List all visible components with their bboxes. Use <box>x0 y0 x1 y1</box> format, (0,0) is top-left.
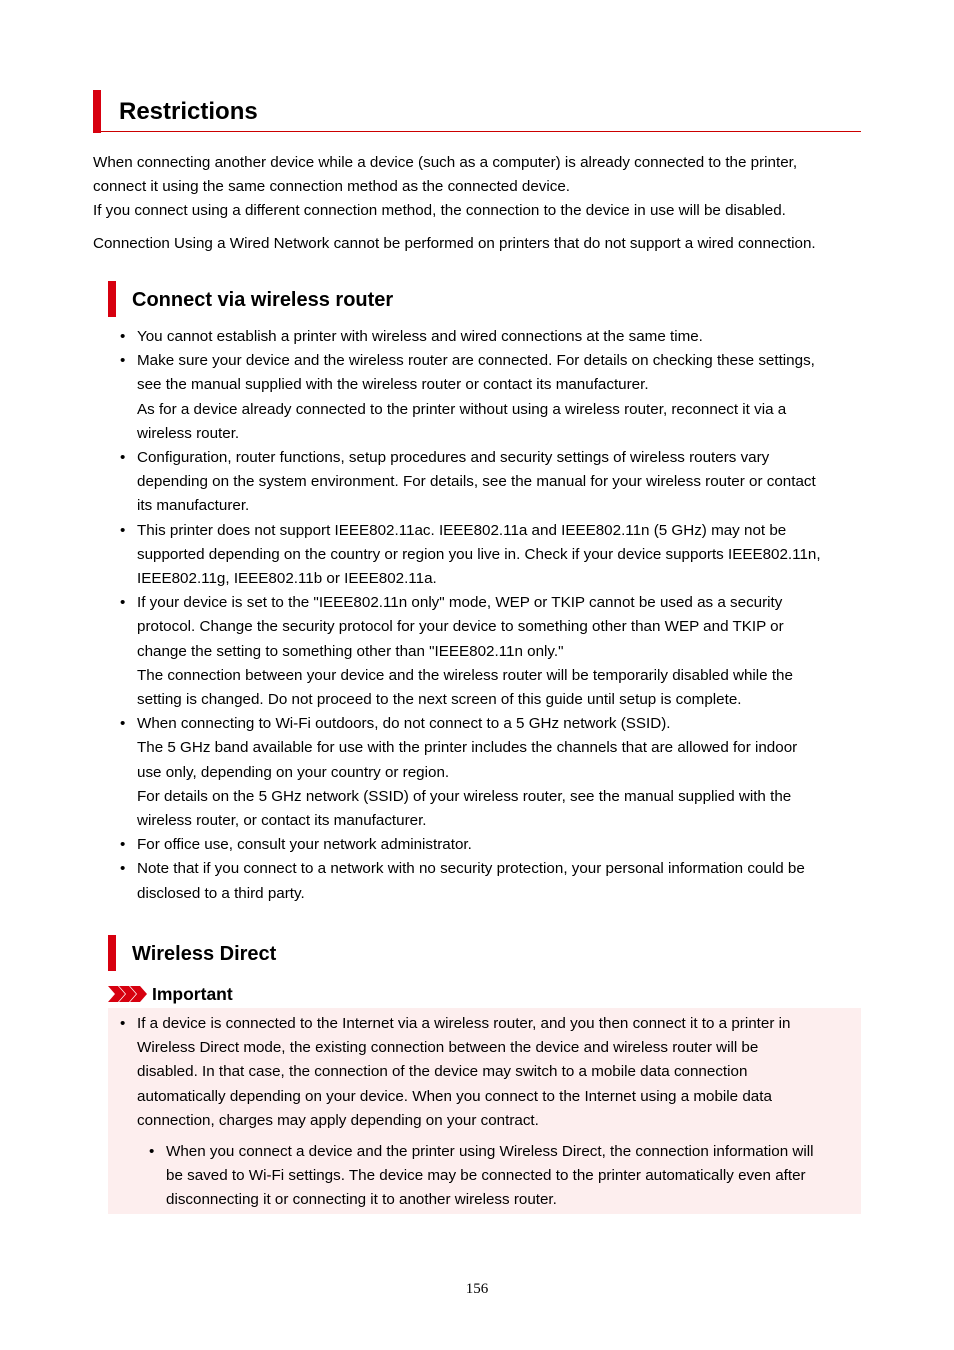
list-item-text: disabled. In that case, the connection of the device may switch to a mobile data connection <box>137 1063 748 1081</box>
intro-line: connect it using the same connection method as the connected device. <box>93 178 571 196</box>
subsection-title: Connect via wireless router <box>132 289 394 311</box>
list-item-text: You cannot establish a printer with wireless and wired connections at the same time. <box>137 328 703 345</box>
list-item-text: For office use, consult your network administrator. <box>137 836 472 854</box>
list-item-text: For details on the 5 GHz network (SSID) of your wireless router, see the manual supplied with the <box>137 787 792 805</box>
list-item <box>149 1140 857 1213</box>
subsection-heading-router <box>108 281 861 317</box>
important-list <box>120 1012 855 1133</box>
heading-accent-bar <box>108 281 116 317</box>
list-item <box>120 712 862 833</box>
list-item-text: Configuration, router functions, setup procedures and security settings of wireless routers vary <box>137 449 770 467</box>
section-heading-restrictions <box>93 90 861 132</box>
list-item <box>120 349 862 446</box>
intro-line: If you connect using a different connection method, the connection to the device in use will be disabled. <box>93 202 786 220</box>
list-item-text: automatically depending on your device. When you connect to the Internet using a mobile data <box>137 1087 772 1105</box>
list-item <box>120 446 862 519</box>
bullet-marker: • <box>120 1015 126 1032</box>
list-item <box>120 519 862 592</box>
list-item-text: Note that if you connect to a network with no security protection, your personal information could be <box>137 860 805 878</box>
bullet-marker: • <box>120 328 126 345</box>
list-item-text: depending on the system environment. For details, see the manual for your wireless router or contact <box>137 473 816 491</box>
list-item-text: change the setting to something other than "IEEE802.11n only." <box>137 642 564 660</box>
list-item-text: Wireless Direct mode, the existing connection between the device and wireless router will be <box>137 1039 759 1057</box>
bullet-marker: • <box>120 715 126 733</box>
list-item-text: IEEE802.11g, IEEE802.11b or IEEE802.11a. <box>137 570 437 588</box>
bullet-marker: • <box>120 836 126 854</box>
subsection-heading-wireless-direct <box>108 935 861 971</box>
list-item-text: This printer does not support IEEE802.11ac. IEEE802.11a and IEEE802.11n (5 GHz) may not be <box>137 521 787 539</box>
list-item <box>120 325 862 349</box>
bullet-marker: • <box>120 352 126 370</box>
important-label <box>108 982 408 1006</box>
list-item-text: The 5 GHz band available for use with the printer includes the channels that are allowed for indoor <box>137 739 798 757</box>
list-item-text: connection, charges may apply depending on your contract. <box>137 1111 539 1129</box>
intro-paragraph-1 <box>93 151 863 224</box>
bullet-marker: • <box>120 521 126 539</box>
list-item-text: The connection between your device and the wireless router will be temporarily disabled while the <box>137 666 793 684</box>
intro-paragraph-2: Connection Using a Wired Network cannot be performed on printers that do not support a wired connection. <box>93 235 816 252</box>
important-sub-list <box>149 1140 857 1213</box>
list-item-text: When connecting to Wi-Fi outdoors, do not connect to a 5 GHz network (SSID). <box>137 715 671 733</box>
list-item-text: disclosed to a third party. <box>137 884 305 902</box>
list-item-text: be saved to Wi-Fi settings. The device may be connected to the printer automatically even after <box>166 1167 806 1185</box>
list-item-text: wireless router, or contact its manufacturer. <box>137 812 427 830</box>
router-restrictions-list <box>120 325 862 906</box>
list-item <box>120 591 862 712</box>
list-item <box>120 1012 855 1133</box>
list-item-text: see the manual supplied with the wireless router or contact its manufacturer. <box>137 376 649 394</box>
list-item-text: supported depending on the country or region you live in. Check if your device supports IEEE802.11n, <box>137 545 821 563</box>
bullet-marker: • <box>120 594 126 612</box>
important-box <box>108 1008 861 1214</box>
subsection-title: Wireless Direct <box>132 943 277 965</box>
list-item-text: use only, depending on your country or region. <box>137 763 450 781</box>
bullet-marker: • <box>120 449 126 467</box>
list-item-text: If a device is connected to the Internet via a wireless router, and you then connect it to a printer in <box>137 1015 791 1032</box>
important-arrows-icon <box>108 986 148 1002</box>
list-item-text: disconnecting it or connecting it to another wireless router. <box>166 1191 557 1209</box>
list-item-text: protocol. Change the security protocol for your device to something other than WEP and TKIP or <box>137 618 784 636</box>
list-item <box>120 833 862 857</box>
list-item-text: its manufacturer. <box>137 497 250 515</box>
list-item-text: Make sure your device and the wireless router are connected. For details on checking these settings, <box>137 352 815 370</box>
list-item-text: If your device is set to the "IEEE802.11n only" mode, WEP or TKIP cannot be used as a security <box>137 594 783 612</box>
list-item-text: wireless router. <box>137 424 240 442</box>
list-item-text: setting is changed. Do not proceed to the next screen of this guide until setup is complete. <box>137 691 742 709</box>
intro-line: When connecting another device while a device (such as a computer) is already connected to the printer, <box>93 154 798 171</box>
page-number: 156 <box>465 1281 489 1297</box>
heading-accent-bar <box>108 935 116 971</box>
important-title: Important <box>152 984 233 1004</box>
list-item-text: As for a device already connected to the printer without using a wireless router, reconnect it via a <box>137 400 787 418</box>
bullet-marker: • <box>120 860 126 878</box>
list-item <box>120 857 862 905</box>
bullet-marker: • <box>149 1143 155 1160</box>
list-item-text: When you connect a device and the printer using Wireless Direct, the connection information will <box>166 1143 814 1160</box>
heading-accent-bar <box>93 90 101 133</box>
page-title: Restrictions <box>119 98 258 125</box>
